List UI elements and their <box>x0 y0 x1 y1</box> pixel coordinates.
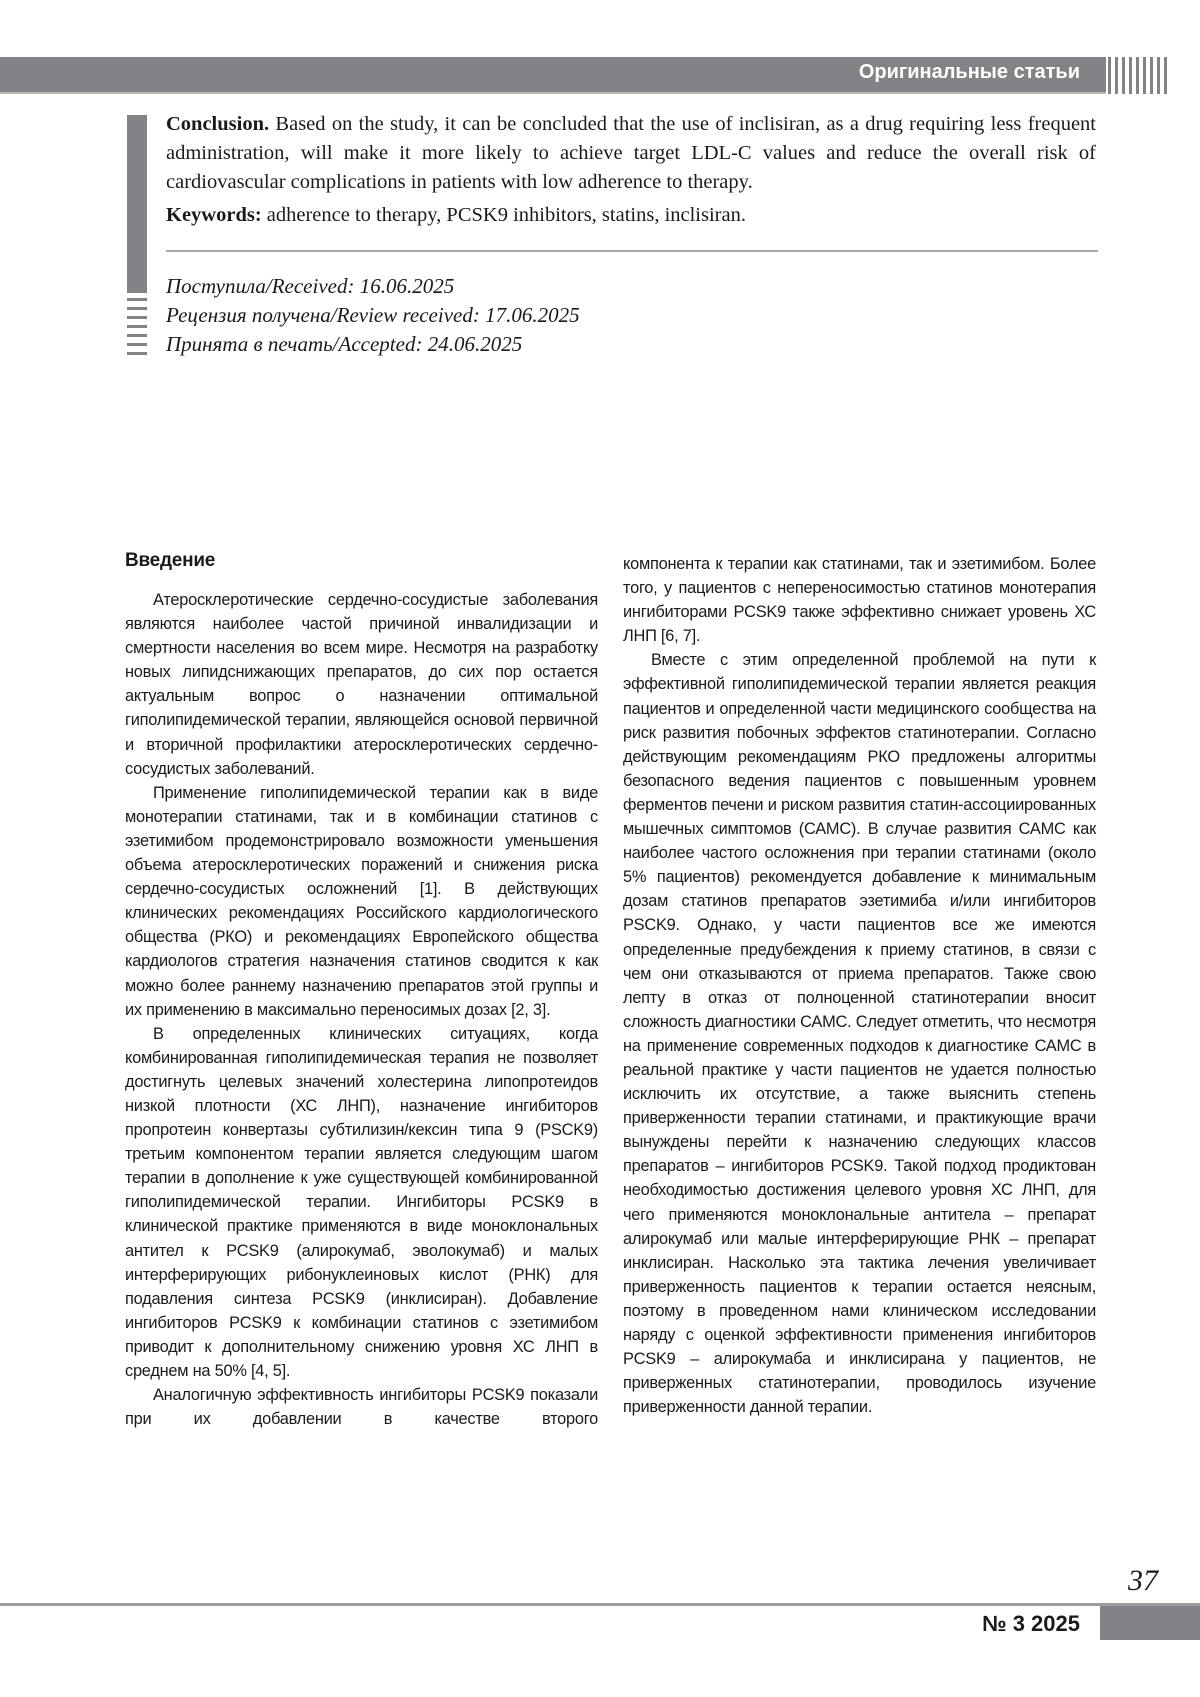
header-stripes-decoration <box>1108 57 1172 94</box>
keywords <box>166 201 1096 230</box>
issue-number: № 3 2025 <box>982 1611 1080 1637</box>
keywords-text: adherence to therapy, PCSK9 inhibitors, statins, inclisiran. <box>262 204 746 226</box>
footer-line <box>0 1603 1200 1606</box>
body-column-right <box>623 552 1096 1419</box>
conclusion-text: Based on the study, it can be concluded that the use of inclisiran, as a drug requiring less frequent administration, will make it more likely to achieve target LDL-C values and reduce the overall risk of cardiovascular complications in patients with low adherence to therapy. <box>166 113 1096 193</box>
divider <box>166 250 1098 252</box>
conclusion-label: Conclusion. <box>166 113 269 135</box>
section-title: Оригинальные статьи <box>859 61 1080 84</box>
abstract <box>166 110 1096 230</box>
paragraph: Атеросклеротические сердечно-сосудистые заболевания являются наиболее частой причиной инвалидизации и смертности населения во всем мире. Несмотря на разработку новых липидснижающих препаратов, до сих пор остается актуальным вопрос о назначении оптимальной гиполипидемической терапии, являющейся основой первичной и вторичной профилактики атеросклеротических сердечно-сосудистых заболеваний. <box>125 588 598 781</box>
keywords-label: Keywords: <box>166 204 262 226</box>
received-date: Поступила/Received: 16.06.2025 <box>166 272 580 301</box>
paragraph: В определенных клинических ситуациях, когда комбинированная гиполипидемическая терапия не позволяет достигнуть целевых значений холестерина липопротеидов низкой плотности (ХС ЛНП), назначение ингибиторов пропротеин конвертазы субтилизин/кексин типа 9 (PSCK9) третьим компонентом терапии является следующим шагом терапии в дополнение к уже существующей комбинированной гиполипидемической терапии. Ингибиторы PCSK9 в клинической практике применяются в виде моноклональных антител к PCSK9 (алирокумаб, эволокумаб) и малых интерферирующих рибонуклеиновых кислот (РНК) для подавления синтеза PCSK9 (инклисиран). Добавление ингибиторов PCSK9 к комбинации статинов с эзетимибом приводит к дополнительному снижению уровня ХС ЛНП в среднем на 50% [4, 5]. <box>125 1022 598 1383</box>
conclusion <box>166 110 1096 197</box>
abstract-side-dashes <box>127 298 147 361</box>
review-date: Рецензия получена/Review received: 17.06.2025 <box>166 301 580 330</box>
footer-block-decoration <box>1100 1606 1200 1640</box>
paragraph: Аналогичную эффективность ингибиторы PCSK9 показали при их добавлении в качестве второго <box>125 1383 598 1431</box>
section-heading: Введение <box>125 550 598 572</box>
paragraph: Применение гиполипидемической терапии как в виде монотерапии статинами, так и в комбинации статинов с эзетимибом продемонстрировало возможности уменьшения объема атеросклеротических поражений и снижения риска сердечно-сосудистых осложнений [1]. В действующих клинических рекомендациях Российского кардиологического общества (РКО) и рекомендациях Европейского общества кардиологов стратегия назначения статинов сводится к как можно более раннему назначению препаратов этой группы и их применению в максимально переносимых дозах [2, 3]. <box>125 781 598 1022</box>
paragraph: Вместе с этим определенной проблемой на пути к эффективной гиполипидемической терапии является реакция пациентов и определенной части медицинского сообщества на риск развития побочных эффектов статинотерапии. Согласно действующим рекомендациям РКО предложены алгоритмы безопасного ведения пациентов с повышенным уровнем ферментов печени и риском развития статин-ассоциированных мышечных симптомов (САМС). В случае развития САМС как наиболее частого осложнения при терапии статинами (около 5% пациентов) рекомендуется добавление к минимальным дозам статинов препаратов эзетимиба и/или ингибиторов PSCK9. Однако, у части пациентов все же имеются определенные предубеждения к приему статинов, в связи с чем они отказываются от приема препаратов. Также свою лепту в отказ от полноценной статинотерапии вносит сложность диагностики САМС. Следует отметить, что несмотря на применение современных подходов к диагностике САМС в реальной практике у части пациентов не удается полностью исключить их отсутствие, а также выяснить степень приверженности терапии статинами, и практикующие врачи вынуждены перейти к назначению следующих классов препаратов – ингибиторов PCSK9. Такой подход продиктован необходимостью достижения целевого уровня ХС ЛНП, для чего применяются моноклональные антитела – препарат алирокумаб или малые интерферирующие РНК – препарат инклисиран. Насколько эта тактика лечения увеличивает приверженность пациентов к терапии остается неясным, поэтому в проведенном нами клиническом исследовании наряду с оценкой эффективности применения ингибиторов PCSK9 – алирокумаба и инклисирана у пациентов, не приверженных статинотерапии, проводилось изучение приверженности данной терапии. <box>623 648 1096 1419</box>
page-number: 37 <box>1128 1564 1158 1598</box>
accepted-date: Принята в печать/Accepted: 24.06.2025 <box>166 330 580 359</box>
abstract-side-bar <box>127 115 147 293</box>
article-dates <box>166 272 580 359</box>
paragraph: компонента к терапии как статинами, так и эзетимибом. Более того, у пациентов с непереносимостью статинов монотерапия ингибиторами PCSK9 также эффективно снижает уровень ХС ЛНП [6, 7]. <box>623 552 1096 648</box>
body-column-left <box>125 550 598 1431</box>
